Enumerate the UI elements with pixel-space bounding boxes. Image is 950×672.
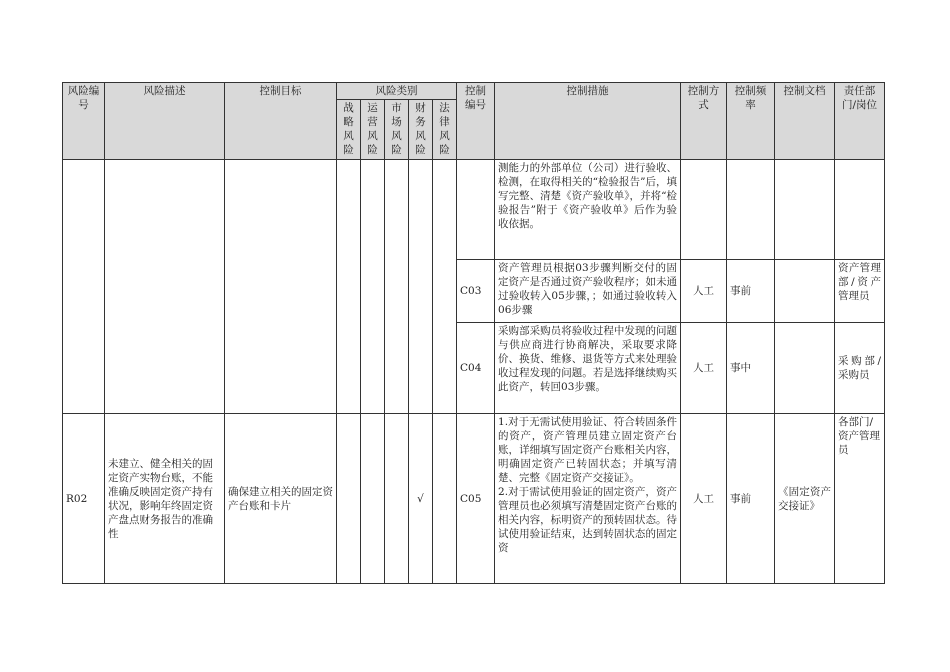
header-control-no: 控制编号 (457, 83, 495, 160)
cell-resp (835, 160, 885, 260)
cell-cat-market-r02 (385, 414, 409, 584)
header-risk-desc: 风险描述 (105, 83, 225, 160)
header-risk-category: 风险类别 (337, 83, 457, 100)
measure-c05-item-1: 1.对于无需试使用验证、符合转固条件的资产，资产管理员建立固定资产台账，详细填写固定资产台账相关内容，明确固定资产已转固状态；并填写清楚、完整《固定资产交接证》。 (498, 416, 678, 484)
cell-method (681, 160, 727, 260)
header-control-goal: 控制目标 (225, 83, 337, 160)
cell-cat-strategy-r02 (337, 414, 361, 584)
cell-measure-continued: 测能力的外部单位（公司）进行验收、检测，在取得相关的“检验报告”后，填写完整、清楚《资产验收单》，并将“检验报告”附于《资产验收单》后作为验收依据。 (495, 160, 681, 260)
cell-risk-no-r02: R02 (63, 414, 105, 584)
header-row-1 (63, 83, 885, 100)
cell-control-goal (225, 160, 337, 414)
cell-freq (727, 160, 775, 260)
header-cat-market: 市场风险 (385, 100, 409, 160)
cell-measure-c04: 采购部采购员将验收过程中发现的问题与供应商进行协商解决，采取要求降价、换货、维修、退货等方式来处理验收过程发现的问题。若是选择继续购买此资产，转回03步骤。 (495, 323, 681, 414)
cell-doc-c05: 《固定资产交接证》 (775, 414, 835, 584)
cell-risk-desc (105, 160, 225, 414)
cell-doc-c03 (775, 260, 835, 323)
cell-method-c04: 人工 (681, 323, 727, 414)
cell-control-no-c05: C05 (457, 414, 495, 584)
cell-control-no (457, 160, 495, 260)
cell-control-no-c03: C03 (457, 260, 495, 323)
header-control-method: 控制方式 (681, 83, 727, 160)
cell-cat-finance-r02: √ (409, 414, 433, 584)
cell-freq-c04: 事中 (727, 323, 775, 414)
cell-cat-strategy (337, 160, 361, 414)
header-cat-strategy: 战略风险 (337, 100, 361, 160)
cell-cat-legal-r02 (433, 414, 457, 584)
header-cat-finance: 财务风险 (409, 100, 433, 160)
cell-cat-legal (433, 160, 457, 414)
cell-control-no-c04: C04 (457, 323, 495, 414)
cell-freq-c03: 事前 (727, 260, 775, 323)
header-cat-operation: 运营风险 (361, 100, 385, 160)
cell-risk-desc-r02: 未建立、健全相关的固定资产实物台账，不能准确反映固定资产持有状况，影响年终固定资产盘点财务报告的准确性 (105, 414, 225, 584)
cell-cat-finance (409, 160, 433, 414)
cell-method-c05: 人工 (681, 414, 727, 584)
cell-resp-c04: 采购部/采购员 (835, 323, 885, 414)
cell-cat-operation-r02 (361, 414, 385, 584)
cell-cat-operation (361, 160, 385, 414)
cell-risk-no (63, 160, 105, 414)
table-row-continued (63, 160, 885, 260)
header-responsible: 责任部门/岗位 (835, 83, 885, 160)
cell-measure-c05 (495, 414, 681, 584)
measure-c05-item-2: 2.对于需试使用验证的固定资产，资产管理员也必须填写清楚固定资产台账的相关内容，标明资产的预转固状态。待试使用验证结束，达到转固状态的固定资 (498, 486, 678, 554)
cell-doc-c04 (775, 323, 835, 414)
table-row-r02 (63, 414, 885, 584)
header-control-freq: 控制频率 (727, 83, 775, 160)
cell-cat-market (385, 160, 409, 414)
cell-resp-c03: 资产管理部/资产管理员 (835, 260, 885, 323)
header-cat-legal: 法律风险 (433, 100, 457, 160)
cell-control-goal-r02: 确保建立相关的固定资产台账和卡片 (225, 414, 337, 584)
cell-freq-c05: 事前 (727, 414, 775, 584)
header-control-measure: 控制措施 (495, 83, 681, 160)
header-risk-no: 风险编号 (63, 83, 105, 160)
risk-control-table (62, 82, 885, 584)
cell-measure-c03: 资产管理员根据03步骤判断交付的固定资产是否通过资产验收程序；如未通过验收转入05步骤，；如通过验收转入06步骤 (495, 260, 681, 323)
cell-resp-c05: 各部门/资产管理员 (835, 414, 885, 584)
cell-doc (775, 160, 835, 260)
header-control-doc: 控制文档 (775, 83, 835, 160)
cell-method-c03: 人工 (681, 260, 727, 323)
